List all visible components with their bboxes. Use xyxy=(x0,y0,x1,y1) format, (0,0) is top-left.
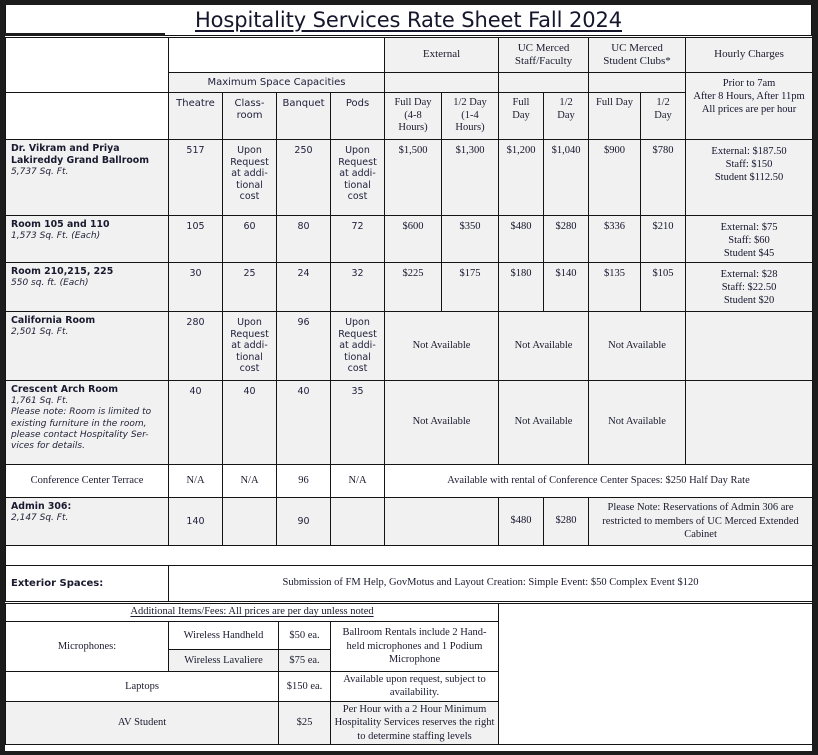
header-col-pods: Pods xyxy=(331,93,385,140)
cell-banquet: 250 xyxy=(277,140,331,216)
cell-banquet: 96 xyxy=(277,465,331,498)
staff-full-day-line2: Day xyxy=(512,109,530,121)
note-av-student-line1: Per Hour with a 2 Hour Minimum xyxy=(342,703,487,715)
header-col-external-half-day xyxy=(442,93,499,140)
cell-banquet: 80 xyxy=(277,216,331,263)
ext-half-day-line2: (1-4 xyxy=(461,109,479,121)
cell-staff-half: $280 xyxy=(544,498,589,546)
cell-classroom: N/A xyxy=(223,465,277,498)
room-name-line2: Lakireddy Grand Ballroom xyxy=(11,154,149,166)
ext-full-day-line1: Full Day xyxy=(394,97,432,108)
cell-banquet: 90 xyxy=(277,498,331,546)
table-row xyxy=(6,381,813,465)
cell-club-half: $105 xyxy=(641,263,686,312)
cell-classroom xyxy=(223,498,277,546)
cell-classroom: Upon Request at addi- tional cost xyxy=(223,312,277,381)
cell-pods xyxy=(331,498,385,546)
exterior-spaces-value: Submission of FM Help, GovMotus and Layout Creation: Simple Event: $50 Complex Event $120 xyxy=(169,566,813,602)
cell-theatre: 280 xyxy=(169,312,223,381)
header-student-clubs-line1: UC Merced xyxy=(611,41,663,54)
cell-club-full: $135 xyxy=(589,263,641,312)
cell-external-half: $350 xyxy=(442,216,499,263)
room-name-line1: Dr. Vikram and Priya xyxy=(11,143,120,154)
header-col-external-full-day xyxy=(385,93,442,140)
cell-terrace-note: Available with rental of Conference Center Spaces: $250 Half Day Rate xyxy=(385,465,813,498)
cell-external-half: $175 xyxy=(442,263,499,312)
cell-pods: 32 xyxy=(331,263,385,312)
table-row xyxy=(6,263,813,312)
room-name-cell xyxy=(6,381,169,465)
cell-classroom: Upon Request at addi- tional cost xyxy=(223,140,277,216)
header-external: External xyxy=(385,38,499,73)
cell-hourly xyxy=(686,216,813,263)
cell-hourly xyxy=(686,381,813,465)
cell-hourly xyxy=(686,263,813,312)
cell-club-half: $780 xyxy=(641,140,686,216)
hourly-note-line3: All prices are per hour xyxy=(701,104,797,116)
header-col-banquet: Banquet xyxy=(277,93,331,140)
header-external-spacer xyxy=(385,73,499,93)
additional-items-header: Additional Items/Fees: All prices are per day unless noted xyxy=(6,604,499,622)
room-name-line1: California Room xyxy=(11,315,96,326)
header-student-clubs-line2: Student Clubs* xyxy=(603,55,671,67)
room-name-cell xyxy=(6,263,169,312)
hourly-student: Student $112.50 xyxy=(714,172,784,184)
cell-staff-full: $180 xyxy=(499,263,544,312)
cell-staff-not-available: Not Available xyxy=(499,381,589,465)
ext-half-day-line3: Hours) xyxy=(455,122,485,134)
header-hourly-note xyxy=(686,73,813,140)
room-name-cell xyxy=(6,498,169,546)
note-laptops-line1: Available upon request, subject to xyxy=(343,674,486,685)
cell-staff-not-available: Not Available xyxy=(499,312,589,381)
hourly-student: Student $45 xyxy=(723,248,775,260)
cell-external-blank xyxy=(385,498,499,546)
note-microphones-line2: held microphones and 1 Podium xyxy=(346,640,483,652)
ext-full-day-line3: Hours) xyxy=(398,122,428,134)
note-laptops-line2: availability. xyxy=(389,687,440,699)
room-name-line1: Admin 306: xyxy=(11,501,72,512)
header-col-club-full-day: Full Day xyxy=(589,93,641,140)
header-col-classroom-line1: Class- xyxy=(234,98,265,109)
item-av-student: AV Student xyxy=(6,701,279,744)
hourly-note-line1: Prior to 7am xyxy=(722,78,776,89)
additional-items-header-row xyxy=(6,604,813,622)
empty-right-panel xyxy=(499,604,813,745)
cell-club-not-available: Not Available xyxy=(589,381,686,465)
note-microphones-line3: Microphone xyxy=(388,654,441,666)
room-sqft: 1,573 Sq. Ft. (Each) xyxy=(11,230,101,241)
cell-hourly xyxy=(686,312,813,381)
ext-half-day-line1: 1/2 Day xyxy=(453,97,487,108)
note-av-student-line2: Hospitality Services reserves the xyxy=(334,717,472,729)
club-half-day-line1: 1/2 xyxy=(656,97,670,108)
cell-club-half: $210 xyxy=(641,216,686,263)
cell-banquet: 96 xyxy=(277,312,331,381)
note-laptops xyxy=(331,672,499,702)
note-microphones-line1: Ballroom Rentals include 2 Hand- xyxy=(342,627,487,639)
header-col-club-half-day xyxy=(641,93,686,140)
exterior-spaces-table xyxy=(5,565,813,602)
room-sqft: 5,737 Sq. Ft. xyxy=(11,166,69,177)
cell-staff-half: $140 xyxy=(544,263,589,312)
price-av-student: $25 xyxy=(279,701,331,744)
cell-classroom: 40 xyxy=(223,381,277,465)
table-row xyxy=(6,140,813,216)
document-title-bar xyxy=(5,5,812,36)
exterior-spaces-label: Exterior Spaces: xyxy=(6,566,169,602)
cell-theatre: 30 xyxy=(169,263,223,312)
cell-theatre: N/A xyxy=(169,465,223,498)
item-wireless-lavaliere: Wireless Lavaliere xyxy=(169,650,279,672)
cell-theatre: 40 xyxy=(169,381,223,465)
cell-pods: 35 xyxy=(331,381,385,465)
note-microphones xyxy=(331,622,499,672)
cell-staff-full: $480 xyxy=(499,216,544,263)
room-sqft: 550 sq. ft. (Each) xyxy=(11,277,89,288)
table-row xyxy=(6,498,813,546)
header-col-theatre: Theatre xyxy=(169,93,223,140)
header-staff-faculty-line2: Staff/Faculty xyxy=(514,55,573,67)
table-row xyxy=(6,216,813,263)
hourly-student: Student $20 xyxy=(723,295,775,307)
staff-half-day-line1: 1/2 xyxy=(559,97,573,108)
cell-pods: 72 xyxy=(331,216,385,263)
club-half-day-line2: Day xyxy=(654,109,672,121)
cell-theatre: 517 xyxy=(169,140,223,216)
room-sqft: 1,761 Sq. Ft. xyxy=(11,395,69,406)
rates-table xyxy=(5,37,813,568)
additional-items-table xyxy=(5,603,813,745)
price-wireless-handheld: $50 ea. xyxy=(279,622,331,650)
room-sqft: 2,147 Sq. Ft. xyxy=(11,512,69,523)
room-name-cell: Conference Center Terrace xyxy=(6,465,169,498)
cell-staff-full: $1,200 xyxy=(499,140,544,216)
room-name-line1: Crescent Arch Room xyxy=(11,384,119,395)
header-blank-roomcol xyxy=(6,93,169,140)
hourly-staff: Staff: $22.50 xyxy=(721,282,777,294)
room-name-line1: Room 210,215, 225 xyxy=(11,266,114,277)
header-blank-capacities-top xyxy=(169,38,385,73)
header-col-staff-half-day xyxy=(544,93,589,140)
price-wireless-lavaliere: $75 ea. xyxy=(279,650,331,672)
cell-external-full: $600 xyxy=(385,216,442,263)
cell-pods: Upon Request at addi- tional cost xyxy=(331,140,385,216)
cell-external-half: $1,300 xyxy=(442,140,499,216)
room-name-line1: Room 105 and 110 xyxy=(11,219,110,230)
cell-external-full: $1,500 xyxy=(385,140,442,216)
hourly-staff: Staff: $150 xyxy=(725,159,773,171)
staff-full-day-line1: Full xyxy=(512,97,530,108)
header-staff-faculty xyxy=(499,38,589,73)
table-row xyxy=(6,465,813,498)
page-bottom-border xyxy=(0,751,818,755)
cell-external-full: $225 xyxy=(385,263,442,312)
item-label-microphones: Microphones: xyxy=(6,622,169,672)
cell-classroom: 25 xyxy=(223,263,277,312)
room-name-cell xyxy=(6,216,169,263)
header-col-classroom xyxy=(223,93,277,140)
cell-staff-half: $1,040 xyxy=(544,140,589,216)
header-col-classroom-line2: room xyxy=(236,109,263,121)
header-max-space-capacities: Maximum Space Capacities xyxy=(169,73,385,93)
exterior-spaces-row xyxy=(6,566,813,602)
cell-club-not-available: Not Available xyxy=(589,312,686,381)
cell-club-full: $336 xyxy=(589,216,641,263)
item-wireless-handheld: Wireless Handheld xyxy=(169,622,279,650)
hourly-staff: Staff: $60 xyxy=(728,235,770,247)
cell-theatre: 105 xyxy=(169,216,223,263)
cell-external-not-available: Not Available xyxy=(385,312,499,381)
cell-classroom: 60 xyxy=(223,216,277,263)
cell-staff-full: $480 xyxy=(499,498,544,546)
ext-full-day-line2: (4-8 xyxy=(404,109,422,121)
cell-staff-half: $280 xyxy=(544,216,589,263)
room-sqft: 2,501 Sq. Ft. xyxy=(11,326,69,337)
header-student-clubs xyxy=(589,38,686,73)
header-hourly-charges: Hourly Charges xyxy=(686,38,813,73)
cell-club-full: $900 xyxy=(589,140,641,216)
cell-pods: N/A xyxy=(331,465,385,498)
room-name-cell xyxy=(6,140,169,216)
header-blank-topleft xyxy=(6,38,169,93)
cell-pods: Upon Request at addi- tional cost xyxy=(331,312,385,381)
cell-hourly xyxy=(686,140,813,216)
item-laptops: Laptops xyxy=(6,672,279,702)
note-av-student-line3: right to determine staffing levels xyxy=(357,717,495,742)
hourly-note-line2: After 8 Hours, After 11pm xyxy=(693,91,805,103)
room-note: Please note: Room is limited to existing furniture in the room, please contact Hospitality Ser-vices for details. xyxy=(11,407,152,452)
cell-banquet: 24 xyxy=(277,263,331,312)
hourly-external: External: $75 xyxy=(720,222,778,233)
room-name-cell xyxy=(6,312,169,381)
cell-theatre: 140 xyxy=(169,498,223,546)
header-row-groups xyxy=(6,38,813,73)
header-col-staff-full-day xyxy=(499,93,544,140)
hourly-external: External: $187.50 xyxy=(711,146,787,157)
staff-half-day-line2: Day xyxy=(557,109,575,121)
page-title: Hospitality Services Rate Sheet Fall 2024 xyxy=(194,8,622,32)
header-staff-spacer xyxy=(499,73,589,93)
cell-admin-note: Please Note: Reservations of Admin 306 are restricted to members of UC Merced Extended Cabinet xyxy=(589,498,813,546)
header-staff-faculty-line1: UC Merced xyxy=(517,41,570,54)
header-clubs-spacer xyxy=(589,73,686,93)
note-av-student xyxy=(331,701,499,744)
table-row xyxy=(6,312,813,381)
hourly-external: External: $28 xyxy=(720,269,778,280)
price-laptops: $150 ea. xyxy=(279,672,331,702)
cell-banquet: 40 xyxy=(277,381,331,465)
cell-external-not-available: Not Available xyxy=(385,381,499,465)
title-edge-decoration xyxy=(5,33,165,36)
